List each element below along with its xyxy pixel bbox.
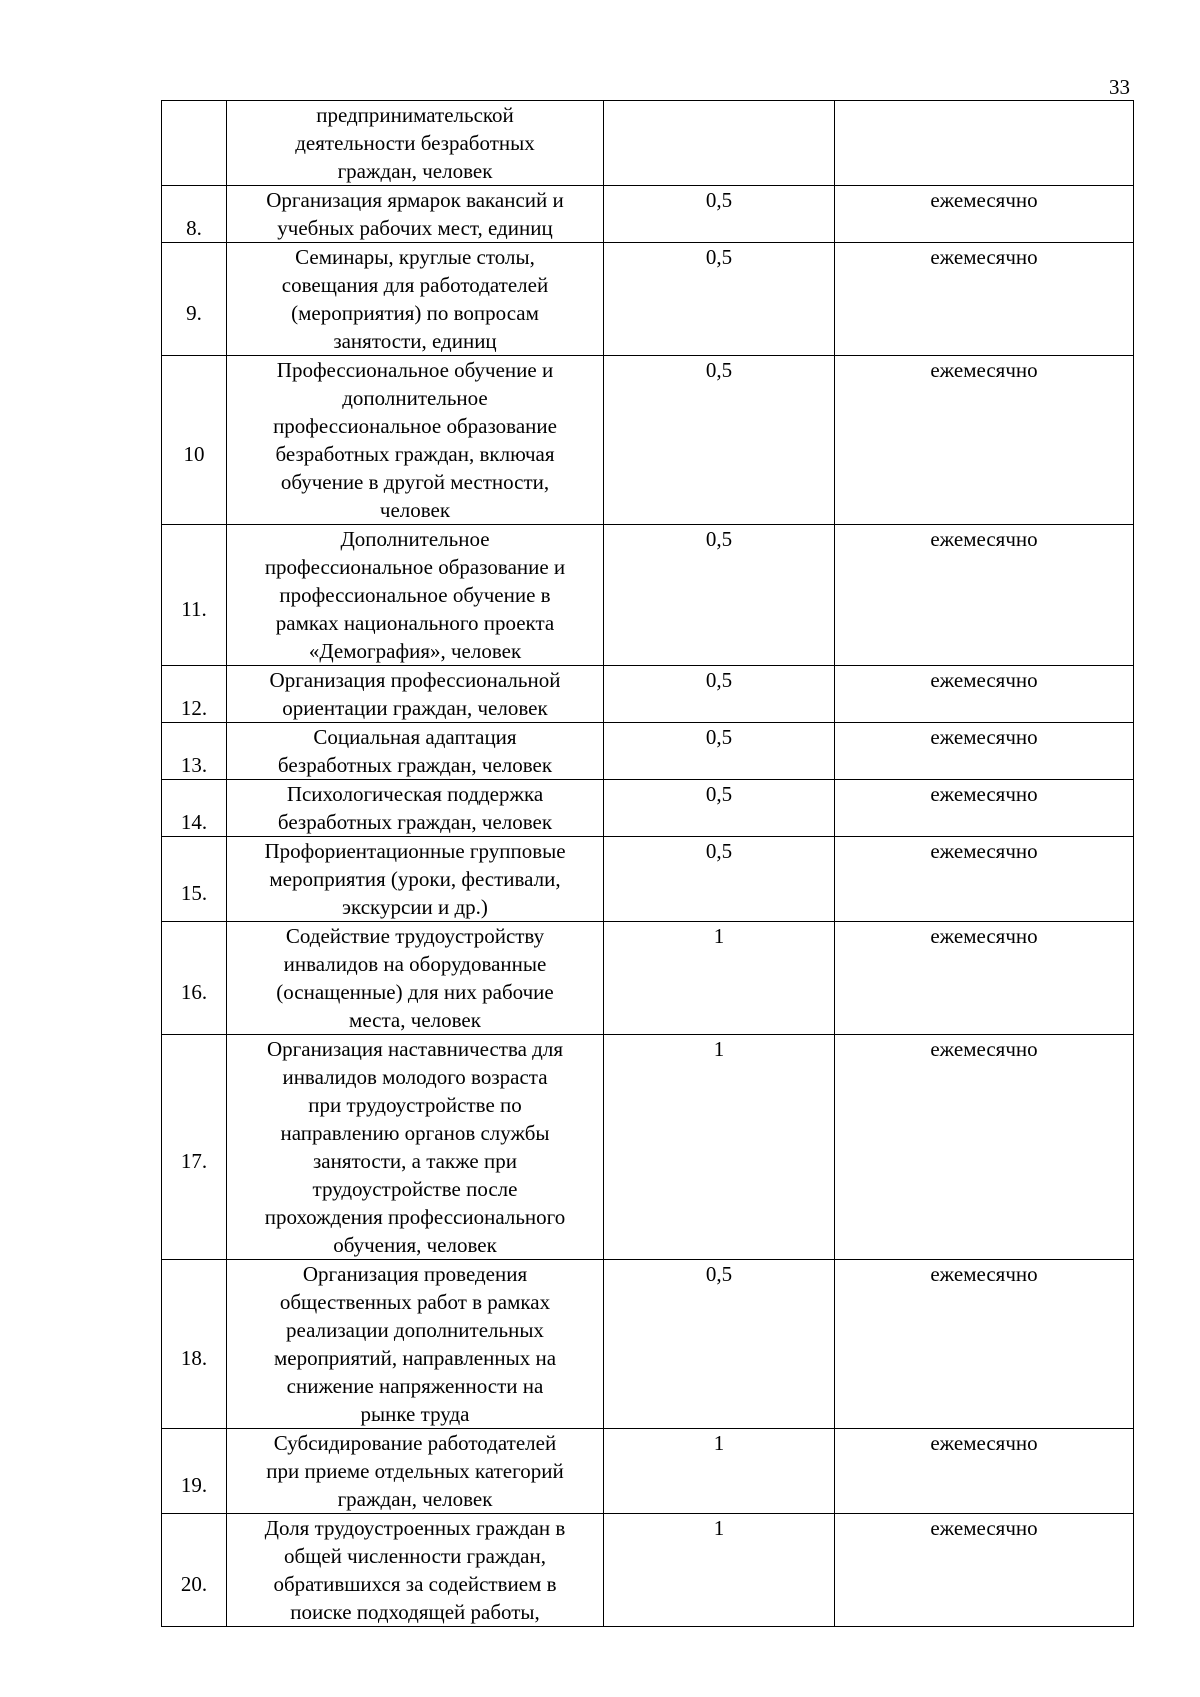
table-row bbox=[162, 186, 1134, 243]
table-row bbox=[162, 723, 1134, 780]
row-number-cell bbox=[162, 525, 227, 666]
indicator-weight: 0,5 bbox=[604, 666, 835, 723]
row-number-cell bbox=[162, 922, 227, 1035]
indicator-period: ежемесячно bbox=[835, 922, 1134, 1035]
row-number: 9. bbox=[186, 301, 202, 325]
indicator-name: Профориентационные групповые мероприятия (уроки, фестивали, экскурсии и др.) bbox=[227, 837, 604, 922]
row-number-cell bbox=[162, 356, 227, 525]
table-row bbox=[162, 243, 1134, 356]
row-number: 12. bbox=[180, 696, 208, 720]
indicator-period: ежемесячно bbox=[835, 1035, 1134, 1260]
indicator-weight: 1 bbox=[604, 922, 835, 1035]
row-number: 19. bbox=[180, 1473, 208, 1497]
table-row bbox=[162, 666, 1134, 723]
row-number-cell bbox=[162, 243, 227, 356]
row-number-cell bbox=[162, 186, 227, 243]
table-row bbox=[162, 525, 1134, 666]
row-number-cell bbox=[162, 1260, 227, 1429]
row-number-cell bbox=[162, 1035, 227, 1260]
table-row bbox=[162, 1429, 1134, 1514]
indicator-weight bbox=[604, 101, 835, 186]
table-row bbox=[162, 1514, 1134, 1627]
indicator-weight: 0,5 bbox=[604, 1260, 835, 1429]
page-number: 33 bbox=[1109, 75, 1130, 99]
row-number-cell bbox=[162, 666, 227, 723]
indicator-weight: 0,5 bbox=[604, 525, 835, 666]
table-row bbox=[162, 356, 1134, 525]
indicator-weight: 0,5 bbox=[604, 723, 835, 780]
row-number-cell bbox=[162, 1429, 227, 1514]
indicator-name: Социальная адаптация безработных граждан, человек bbox=[227, 723, 604, 780]
indicator-weight: 0,5 bbox=[604, 837, 835, 922]
indicator-period: ежемесячно bbox=[835, 1260, 1134, 1429]
row-number-cell bbox=[162, 101, 227, 186]
indicator-weight: 1 bbox=[604, 1429, 835, 1514]
table-row bbox=[162, 837, 1134, 922]
indicator-period: ежемесячно bbox=[835, 525, 1134, 666]
indicator-period: ежемесячно bbox=[835, 186, 1134, 243]
indicator-name: Семинары, круглые столы, совещания для работодателей (мероприятия) по вопросам занятости, единиц bbox=[227, 243, 604, 356]
indicator-period: ежемесячно bbox=[835, 243, 1134, 356]
table-row bbox=[162, 101, 1134, 186]
indicator-weight: 0,5 bbox=[604, 186, 835, 243]
indicator-name: предпринимательской деятельности безработных граждан, человек bbox=[227, 101, 604, 186]
indicator-period: ежемесячно bbox=[835, 780, 1134, 837]
indicator-period: ежемесячно bbox=[835, 1514, 1134, 1627]
indicator-name: Организация ярмарок вакансий и учебных рабочих мест, единиц bbox=[227, 186, 604, 243]
row-number: 15. bbox=[180, 881, 208, 905]
row-number: 14. bbox=[180, 810, 208, 834]
row-number: 20. bbox=[180, 1572, 208, 1596]
indicator-period: ежемесячно bbox=[835, 356, 1134, 525]
indicator-name: Профессиональное обучение и дополнительное профессиональное образование безработных граждан, включая обучение в другой местности, человек bbox=[227, 356, 604, 525]
row-number: 11. bbox=[181, 597, 207, 621]
indicator-name: Дополнительное профессиональное образование и профессиональное обучение в рамках национального проекта «Демография», человек bbox=[227, 525, 604, 666]
indicator-period bbox=[835, 101, 1134, 186]
indicator-weight: 0,5 bbox=[604, 243, 835, 356]
indicator-name: Организация профессиональной ориентации граждан, человек bbox=[227, 666, 604, 723]
indicator-weight: 0,5 bbox=[604, 356, 835, 525]
indicator-weight: 0,5 bbox=[604, 780, 835, 837]
indicator-weight: 1 bbox=[604, 1035, 835, 1260]
indicator-name: Субсидирование работодателей при приеме отдельных категорий граждан, человек bbox=[227, 1429, 604, 1514]
row-number-cell bbox=[162, 780, 227, 837]
indicators-table-body bbox=[162, 101, 1134, 1627]
row-number-cell bbox=[162, 837, 227, 922]
row-number: 18. bbox=[180, 1346, 208, 1370]
indicator-name: Доля трудоустроенных граждан в общей численности граждан, обратившихся за содействием в поиске подходящей работы, bbox=[227, 1514, 604, 1627]
indicator-name: Психологическая поддержка безработных граждан, человек bbox=[227, 780, 604, 837]
table-row bbox=[162, 922, 1134, 1035]
indicator-period: ежемесячно bbox=[835, 723, 1134, 780]
row-number: 10 bbox=[183, 442, 205, 466]
indicator-period: ежемесячно bbox=[835, 1429, 1134, 1514]
row-number: 8. bbox=[186, 216, 202, 240]
indicator-name: Организация проведения общественных работ в рамках реализации дополнительных мероприятий, направленных на снижение напряженности на рынке труда bbox=[227, 1260, 604, 1429]
indicator-period: ежемесячно bbox=[835, 666, 1134, 723]
row-number: 16. bbox=[180, 980, 208, 1004]
row-number-cell bbox=[162, 723, 227, 780]
row-number: 13. bbox=[180, 753, 208, 777]
indicator-name: Содействие трудоустройству инвалидов на оборудованные (оснащенные) для них рабочие места, человек bbox=[227, 922, 604, 1035]
indicator-period: ежемесячно bbox=[835, 837, 1134, 922]
indicators-table bbox=[161, 100, 1134, 1627]
indicator-name: Организация наставничества для инвалидов молодого возраста при трудоустройстве по направлению органов службы занятости, а также при трудоустройстве после прохождения профессионального обучения, человек bbox=[227, 1035, 604, 1260]
row-number-cell bbox=[162, 1514, 227, 1627]
table-row bbox=[162, 1260, 1134, 1429]
table-row bbox=[162, 780, 1134, 837]
table-row bbox=[162, 1035, 1134, 1260]
row-number: 17. bbox=[180, 1149, 208, 1173]
indicator-weight: 1 bbox=[604, 1514, 835, 1627]
